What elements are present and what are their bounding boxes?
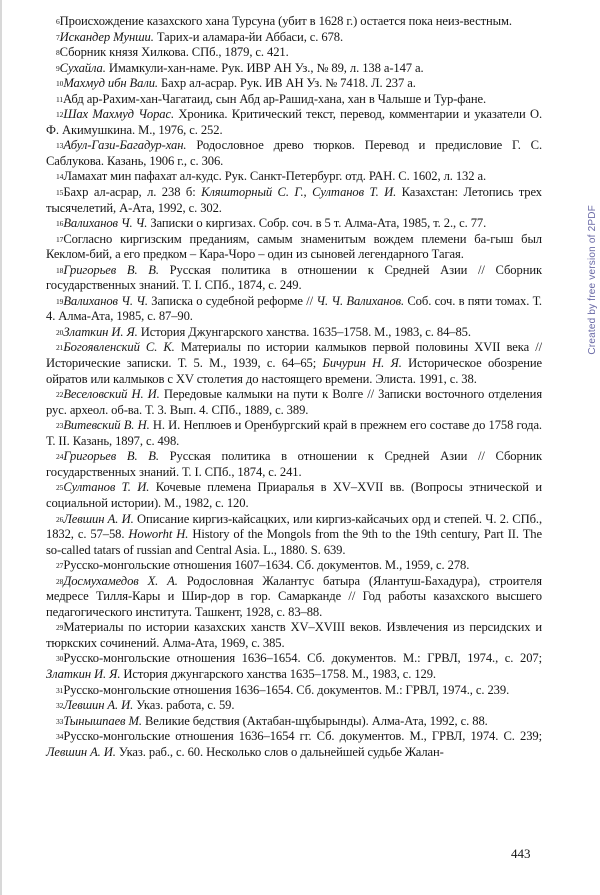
footnote-author: Howorht H.	[128, 527, 189, 542]
footnote-text: Ламахат мин пафахат ал-кудс. Рук. Санкт-Петербург. отд. РАН. С. 1602, л. 132 а.	[63, 169, 487, 184]
footnote-text: Хроника. Критический текст, перевод, комментарии и указатели О. Ф. Акимушкина. М., 1976, с. 252.	[46, 107, 542, 137]
footnote-text: Тарих-и аламара-йи Аббаси, с. 678.	[153, 29, 344, 44]
footnote-text: Абд ар-Рахим-хан-Чагатаид, сын Абд ар-Рашид-хана, хан в Чалыше и Тур-фане.	[63, 91, 487, 106]
footnote-number: 20	[56, 327, 64, 337]
footnote-text: Кочевые племена Приаралья в XV–XVII вв. (Вопросы этнической и социальной истории). М., 1982, с. 120.	[46, 480, 543, 510]
footnote-number: 32	[56, 701, 64, 711]
footnote	[46, 512, 542, 559]
footnote-text: Описание киргиз-кайсацких, или киргиз-кайсачьих орд и степей. Ч. 2. СПб., 1832, с. 57–58.	[46, 511, 542, 542]
footnote	[46, 263, 542, 294]
footnote-author: Левшин А. И.	[63, 511, 134, 526]
footnote-text: История Джунгарского ханства. 1635–1758. М., 1983, с. 84–85.	[137, 324, 471, 339]
footnote-author: Шах Махмуд Чорас.	[63, 107, 175, 122]
footnote-number: 21	[56, 343, 64, 353]
footnote-text: История джунгарского ханства 1635–1758. М., 1983, с. 129.	[120, 666, 436, 681]
footnote	[46, 325, 542, 341]
footnote-author: Валиханов Ч. Ч.	[63, 293, 148, 308]
footnote	[46, 138, 542, 169]
footnote	[46, 683, 542, 699]
footnote	[46, 232, 542, 263]
footnote-number: 6	[56, 17, 60, 26]
footnote-text: History of the Mongols from the 9th to the 19th century, Part II. The so-called tatars of russian and Central Asia. L., 1880. S. 639.	[46, 527, 542, 557]
footnote	[46, 418, 542, 449]
footnote-number: 15	[56, 188, 64, 198]
footnote-text: Сборник князя Хилкова. СПб., 1879, с. 421.	[59, 45, 289, 60]
footnote-number: 12	[56, 110, 64, 120]
footnote-text: Указ. работа, с. 59.	[133, 698, 235, 713]
footnote-text: Имамкули-хан-наме. Рук. ИВР АН Уз., № 89, л. 138 а-147 а.	[105, 60, 424, 75]
footnote-author: Григорьев В. В.	[63, 449, 159, 464]
footnote-number: 19	[56, 296, 64, 306]
footnote-number: 16	[56, 219, 64, 229]
footnote-text: Русско-монгольские отношения 1607–1634. Сб. документов. М., 1959, с. 278.	[63, 558, 470, 573]
footnote-number: 28	[56, 576, 64, 586]
footnote-text: Родословное древо тюрков. Перевод и предисловие Г. С. Саблукова. Казань, 1906 г., с. 306.	[46, 138, 542, 168]
footnote-number: 10	[56, 79, 64, 89]
footnote-author: Богоявленский С. К.	[63, 340, 175, 355]
footnote	[46, 45, 542, 61]
footnote-text: Бахр ал-асрар, л. 238 б:	[63, 185, 202, 200]
footnote-author: Златкин И. Я.	[63, 324, 138, 339]
footnote-number: 18	[56, 265, 64, 275]
footnote-author: Махмуд ибн Вали.	[63, 76, 158, 91]
footnote-author: Григорьев В. В.	[63, 262, 159, 277]
footnote-text: Русская политика в отношении к Средней Азии // Сборник государственных знаний. Т. I. СПб., 1874, с. 249.	[46, 262, 542, 293]
footnote-text: Записки о киргизах. Собр. соч. в 5 т. Алма-Ата, 1985, т. 2., с. 77.	[147, 216, 487, 231]
footnote-number: 11	[56, 94, 64, 104]
footnote	[46, 61, 542, 77]
footnote-number: 13	[56, 141, 64, 151]
footnote-text: Н. И. Неплюев и Оренбургский край в прежнем его составе до 1758 года. Т. II. Казань, 1897, с. 498.	[46, 418, 542, 448]
footnote-number: 33	[56, 716, 64, 726]
footnote-number: 7	[56, 32, 60, 42]
footnote-author: Валиханов Ч. Ч.	[63, 216, 148, 231]
footnote-text: Казахстан: Летопись трех тысячелетий, А-Ата, 1992, с. 302.	[46, 185, 542, 215]
scan-edge	[0, 0, 2, 895]
footnote-text: Материалы по истории казахских ханств XV–XVIII веков. Извлечения из персидских и тюркских сочинений. Алма-Ата, 1969, с. 385.	[46, 620, 542, 650]
footnote	[46, 14, 542, 30]
footnote-author: Кляшторный С. Г., Султанов Т. И.	[201, 185, 397, 200]
footnote	[46, 558, 542, 574]
footnote	[46, 30, 542, 46]
footnote-number: 22	[56, 390, 64, 400]
footnote-text: Родословная Жалантус батыра (Ялантуш-Бахадура), строителя медресе Тилля-Кары и Шир-дор в гор. Самарканде // Год работы казахского высшего педагогического института. Ташкент, 1928, с. 83–88.	[46, 573, 542, 619]
footnote-author: Ч. Ч. Валиханов.	[316, 293, 405, 308]
footnote-author: Искандер Мунши.	[59, 29, 154, 44]
footnote	[46, 169, 542, 185]
footnote	[46, 480, 542, 511]
footnote-author: Златкин И. Я.	[46, 666, 121, 681]
footnote-number: 14	[56, 172, 64, 182]
footnote	[46, 92, 542, 108]
footnote-text: Великие бедствия (Актабан-шұбырынды). Алма-Ата, 1992, с. 88.	[141, 713, 488, 728]
footnote-author: Абул-Гази-Багадур-хан.	[63, 138, 187, 153]
footnote	[46, 620, 542, 651]
footnote	[46, 185, 542, 216]
footnote	[46, 729, 542, 760]
footnote-author: Левшин А. И.	[63, 698, 134, 713]
footnote-author: Левшин А. И.	[46, 744, 116, 759]
footnote	[46, 651, 542, 682]
footnotes-block	[46, 14, 542, 760]
footnote	[46, 449, 542, 480]
footnote	[46, 340, 542, 387]
footnote-number: 8	[56, 48, 60, 58]
footnote-number: 29	[56, 623, 64, 633]
footnote-author: Султанов Т. И.	[63, 480, 150, 495]
footnote-author: Досмухамедов Х. А.	[63, 573, 178, 588]
footnote	[46, 107, 542, 138]
footnote-author: Веселовский Н. И.	[63, 387, 160, 402]
footnote-text: Бахр ал-асрар. Рук. ИВ АН Уз. № 7418. Л. 237 а.	[157, 76, 416, 91]
footnote	[46, 294, 542, 325]
watermark-text: Created by free version of 2PDF	[587, 205, 598, 355]
footnote-text: Происхождение казахского хана Турсуна (убит в 1628 г.) остается пока неиз-вестным.	[59, 14, 512, 28]
footnote	[46, 387, 542, 418]
footnote-number: 24	[56, 452, 64, 462]
footnote	[46, 574, 542, 621]
footnote	[46, 714, 542, 730]
page-number: 443	[511, 846, 531, 861]
footnote-text: Русско-монгольские отношения 1636–1654. Сб. документов. М.: ГРВЛ, 1974., с. 239.	[63, 682, 510, 697]
footnote-text: Записка о судебной реформе //	[147, 293, 317, 308]
footnote	[46, 698, 542, 714]
footnote-text: Передовые калмыки на пути к Волге // Записки восточного отделения рус. археол. об-ва. Т. 3. Вып. 4. СПб., 1889, с. 389.	[46, 387, 543, 417]
footnote-text: Материалы по истории калмыков первой половины XVII века // Исторические записки. Т. 5. М., 1939, с. 64–65;	[46, 340, 542, 371]
footnote-number: 9	[56, 63, 60, 73]
footnote-text: Соб. соч. в пяти томах. Т. 4. Алма-Ата, 1985, с. 87–90.	[46, 293, 542, 324]
footnote-number: 30	[56, 654, 64, 664]
footnote-text: Указ. раб., с. 60. Несколько слов о дальнейшей судьбе Жалан-	[115, 744, 444, 759]
footnote-author: Сухайла.	[59, 60, 106, 75]
footnote-text: Согласно киргизским преданиям, самым знаменитым вождем племени ба-гыш был Кеклом-бий, а его предком – Кара-Чоро – один из сыновей легендарного Тагая.	[46, 231, 542, 262]
footnote-author: Витевский В. Н.	[63, 418, 150, 433]
footnote-number: 27	[56, 561, 64, 571]
footnote-number: 17	[56, 234, 64, 244]
footnote-text: Русско-монгольские отношения 1636–1654. Сб. документов. М.: ГРВЛ, 1974., с. 207;	[63, 651, 542, 666]
footnote-number: 26	[56, 514, 64, 524]
footnote-text: Историческое обозрение ойратов или калмыков с XV столетия до настоящего времени. Элиста. 1991, с. 38.	[46, 356, 542, 386]
footnote-text: Русско-монгольские отношения 1636–1654 гг. Сб. документов. М., ГРВЛ, 1974. С. 239;	[63, 729, 542, 744]
footnote	[46, 76, 542, 92]
footnote-text: Русская политика в отношении к Средней Азии // Сборник государственных знаний. Т. I. СПб., 1874, с. 241.	[46, 449, 542, 479]
footnote-number: 23	[56, 421, 64, 431]
footnote	[46, 216, 542, 232]
footnote-number: 25	[56, 483, 64, 493]
footnote-number: 34	[56, 732, 64, 742]
footnote-number: 31	[56, 685, 64, 695]
footnote-author: Бичурин Н. Я.	[322, 356, 402, 371]
footnote-author: Тынышпаев М.	[63, 713, 142, 728]
